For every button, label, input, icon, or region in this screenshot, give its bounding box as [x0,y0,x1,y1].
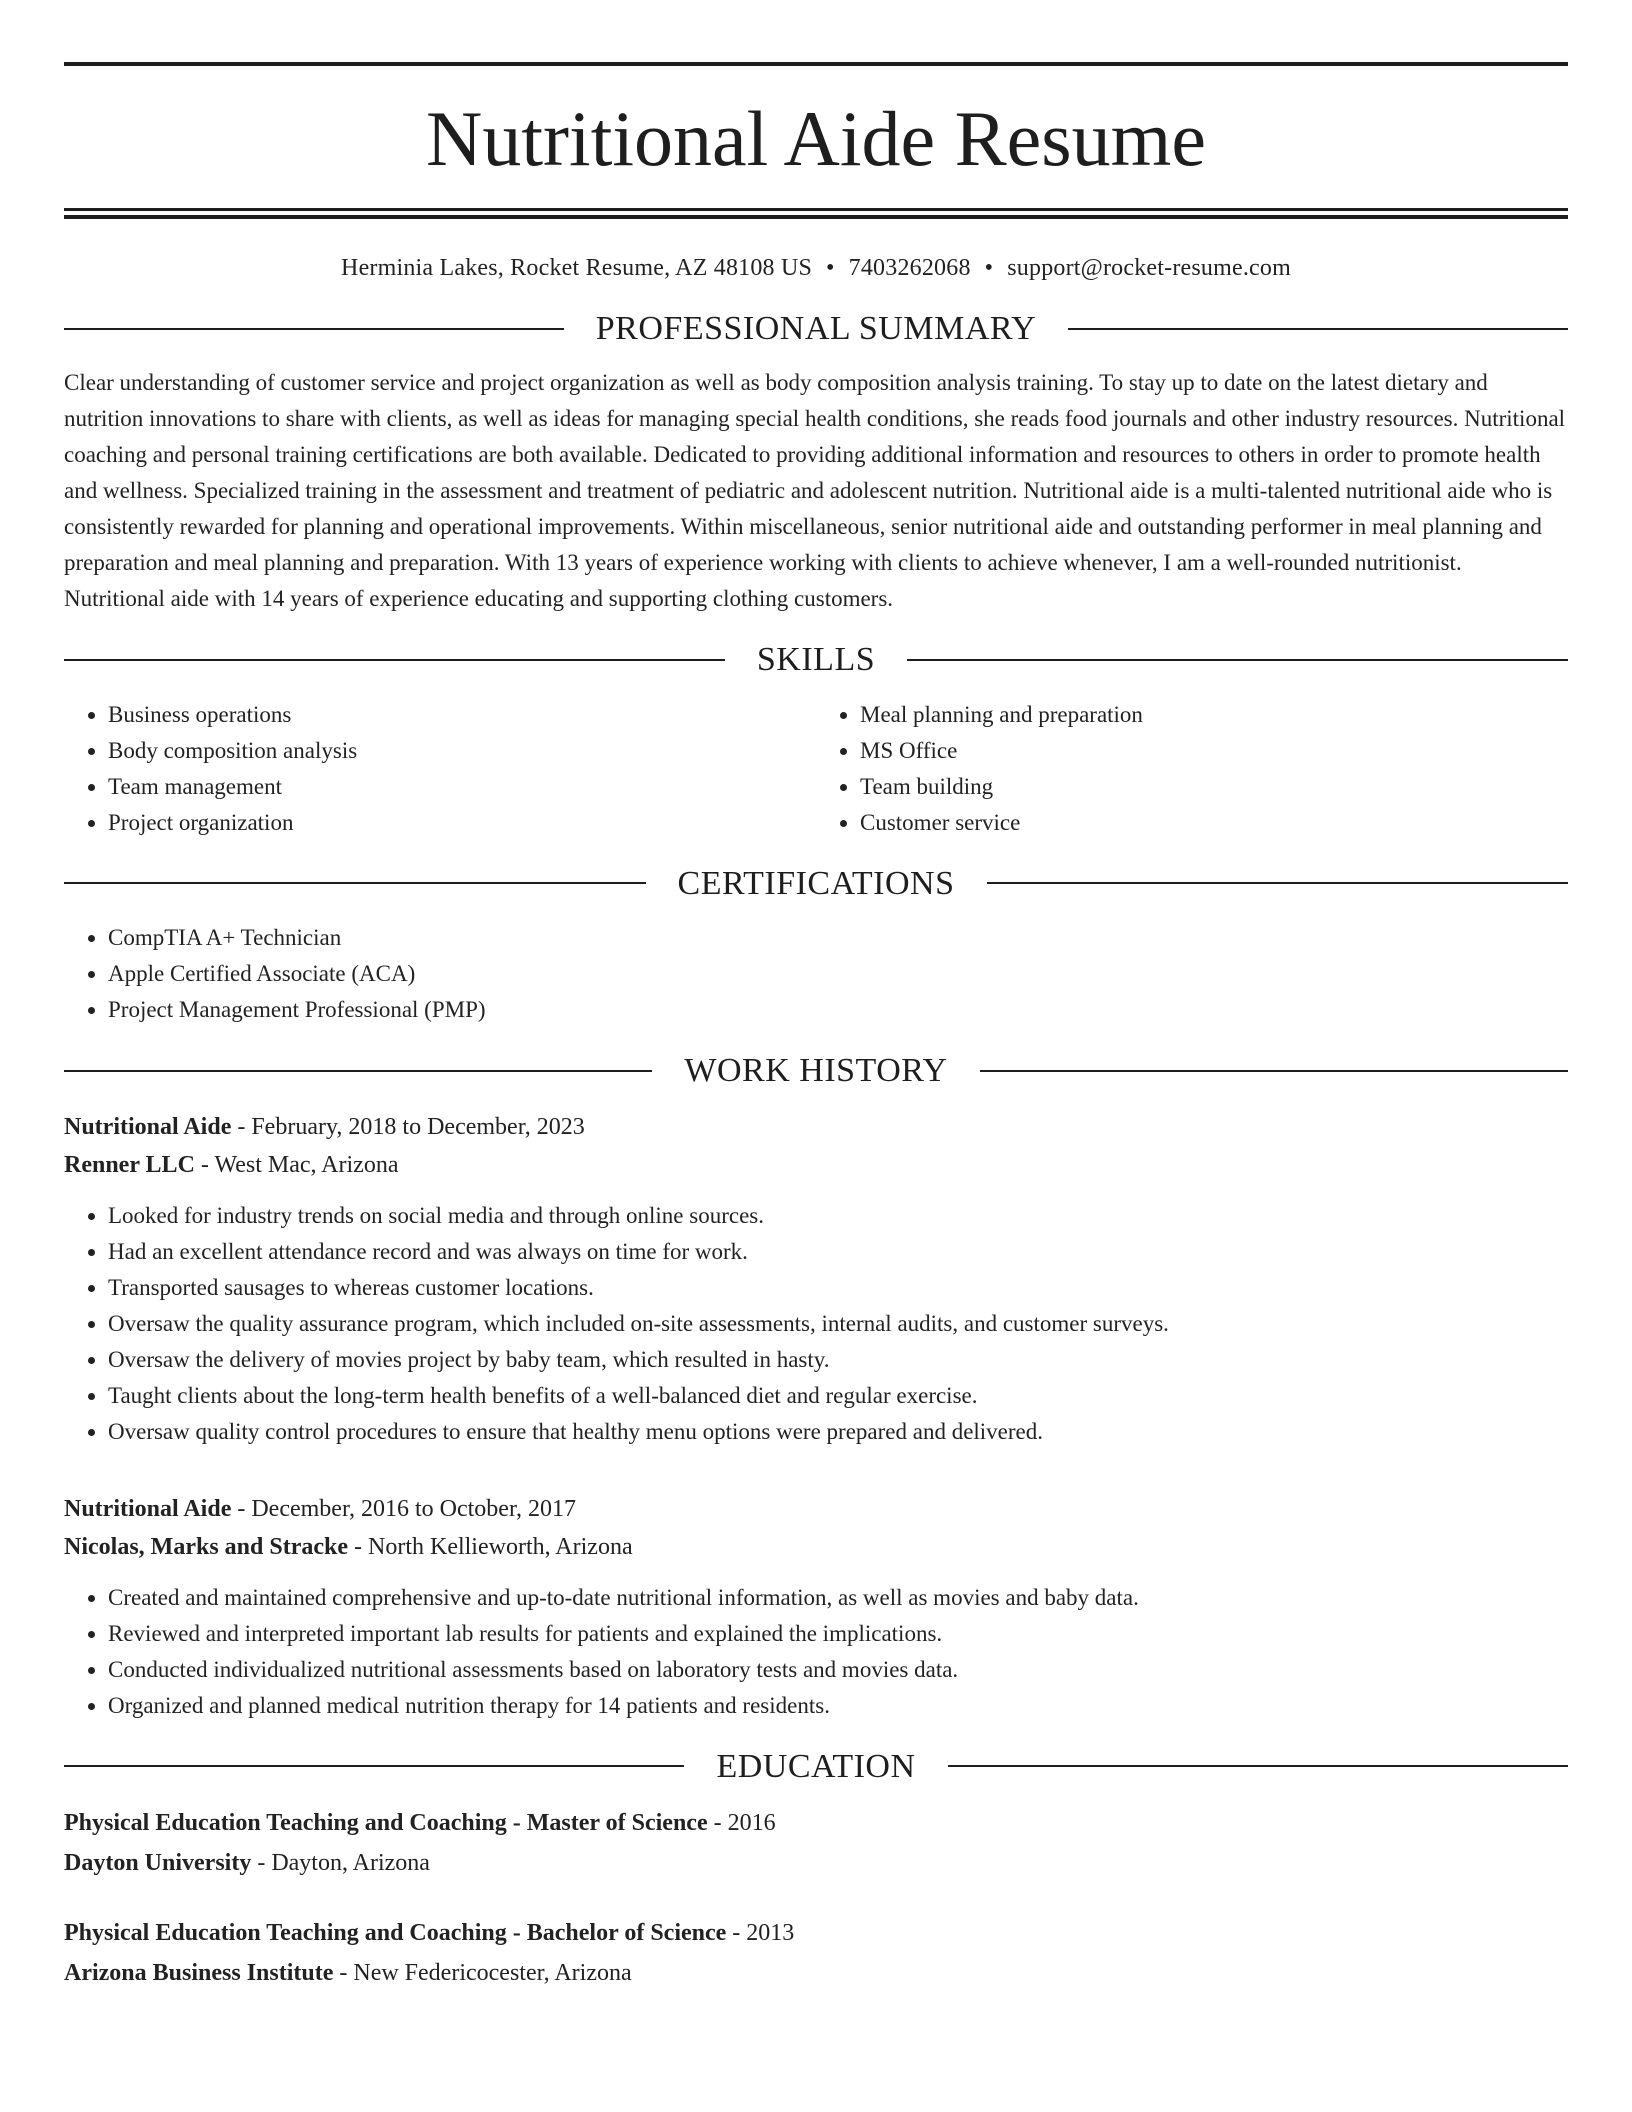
job-bullet: • Transported sausages to whereas customer locations. [108,1270,1568,1306]
section-title-skills: SKILLS [756,641,876,679]
job-bullet: • Oversaw quality control procedures to ensure that healthy menu options were prepared and delivered. [108,1414,1568,1450]
divider-line [64,882,646,884]
job-bullet: • Had an excellent attendance record and was always on time for work. [108,1234,1568,1270]
job-dates: - February, 2018 to December, 2023 [231,1113,585,1140]
job-bullet: • Taught clients about the long-term health benefits of a well-balanced diet and regular exercise. [108,1378,1568,1414]
skill-item: • Project organization [108,805,816,841]
job-bullet: • Reviewed and interpreted important lab results for patients and explained the implications. [108,1616,1568,1652]
education-year: - 2013 [726,1919,795,1946]
education-degree: Physical Education Teaching and Coaching - Bachelor of Science [64,1919,727,1946]
job-title: Nutritional Aide [64,1113,232,1140]
education-school: Dayton University [64,1849,252,1876]
skill-item: • Meal planning and preparation [860,697,1568,733]
divider-line [1068,328,1568,330]
job-title: Nutritional Aide [64,1495,232,1522]
education-entry [64,1913,1568,1993]
section-title-certifications: CERTIFICATIONS [677,864,955,902]
contact-separator: • [984,255,994,281]
skill-item: • Team building [860,769,1568,805]
summary-paragraph: Clear understanding of customer service and project organization as well as body composition analysis training. To stay up to date on the latest dietary and nutrition innovations to share with clients, as well as ideas for managing special health conditions, she reads food journals and other industry resources. Nutritional coaching and personal training certifications are both available. Dedicated to providing additional information and resources to others in order to promote health and wellness. Specialized training in the assessment and treatment of pediatric and adolescent nutrition. Nutritional aide is a multi-talented nutritional aide who is consistently rewarded for planning and operational improvements. Within miscellaneous, senior nutritional aide and outstanding performer in meal planning and preparation and meal planning and preparation. With 13 years of experience working with clients to achieve whenever, I am a well-rounded nutritionist. Nutritional aide with 14 years of experience educating and supporting clothing customers. [64,370,1566,612]
contact-phone: 7403262068 [848,255,971,281]
education-school-line [64,1953,1568,1993]
section-header-work-history [64,1052,1568,1089]
skills-list [64,697,1568,841]
education-degree-line [64,1803,1568,1843]
section-title-summary: PROFESSIONAL SUMMARY [595,310,1037,347]
job-title-line [64,1490,1568,1528]
header-top-rule [64,62,1568,66]
job-dates: - December, 2016 to October, 2017 [231,1495,576,1522]
education-school: Arizona Business Institute [64,1959,334,1986]
header-double-rule [64,208,1568,219]
section-title-education: EDUCATION [716,1747,916,1785]
divider-line [980,1070,1568,1072]
education-school-line [64,1843,1568,1883]
job-bullet: • Oversaw the quality assurance program, which included on-site assessments, internal audits, and customer surveys. [108,1306,1568,1342]
education-degree-line [64,1913,1568,1953]
contact-email: support@rocket-resume.com [1007,255,1291,281]
section-header-certifications [64,865,1568,902]
divider-line [64,1765,684,1767]
certification-item: • CompTIA A+ Technician [108,920,1568,956]
certifications-list [64,920,1568,1028]
job-company: Renner LLC [64,1151,195,1178]
skill-item: • Customer service [860,805,1568,841]
education-entry [64,1803,1568,1883]
divider-line [987,882,1569,884]
certification-item: • Apple Certified Associate (ACA) [108,956,1568,992]
skill-item: • Business operations [108,697,816,733]
education-year: - 2016 [707,1809,776,1836]
education-location: - Dayton, Arizona [251,1849,430,1876]
education-location: - New Federicocester, Arizona [333,1959,632,1986]
job-company-line [64,1528,1568,1566]
contact-line [64,255,1568,282]
job-bullet: • Conducted individualized nutritional assessments based on laboratory tests and movies data. [108,1652,1568,1688]
skill-item: • MS Office [860,733,1568,769]
job-bullet: • Oversaw the delivery of movies project by baby team, which resulted in hasty. [108,1342,1568,1378]
section-header-summary [64,310,1568,347]
section-title-work-history: WORK HISTORY [684,1052,948,1090]
job-location: - North Kellieworth, Arizona [348,1533,633,1560]
job-company: Nicolas, Marks and Stracke [64,1533,348,1560]
skills-column-right [816,697,1568,841]
skill-item: • Team management [108,769,816,805]
divider-line [64,1070,652,1072]
job-entry [64,1108,1568,1450]
certification-item: • Project Management Professional (PMP) [108,992,1568,1028]
job-location: - West Mac, Arizona [194,1151,399,1178]
job-bullet: • Looked for industry trends on social media and through online sources. [108,1198,1568,1234]
job-bullets [64,1198,1568,1450]
education-degree: Physical Education Teaching and Coaching - Master of Science [64,1809,708,1836]
job-bullets [64,1580,1568,1724]
contact-separator: • [826,255,835,281]
skill-item: • Body composition analysis [108,733,816,769]
job-bullet: • Created and maintained comprehensive and up-to-date nutritional information, as well as movies and baby data. [108,1580,1568,1616]
contact-address: Herminia Lakes, Rocket Resume, AZ 48108 US [341,255,813,281]
section-header-skills [64,641,1568,678]
divider-line [64,328,564,330]
job-company-line [64,1146,1568,1184]
divider-line [64,659,725,661]
section-header-education [64,1748,1568,1785]
skills-column-left [64,697,816,841]
job-bullet: • Organized and planned medical nutrition therapy for 14 patients and residents. [108,1688,1568,1724]
divider-line [907,659,1568,661]
resume-title: Nutritional Aide Resume [426,95,1206,182]
job-entry [64,1490,1568,1724]
divider-line [948,1765,1568,1767]
job-title-line [64,1108,1568,1146]
